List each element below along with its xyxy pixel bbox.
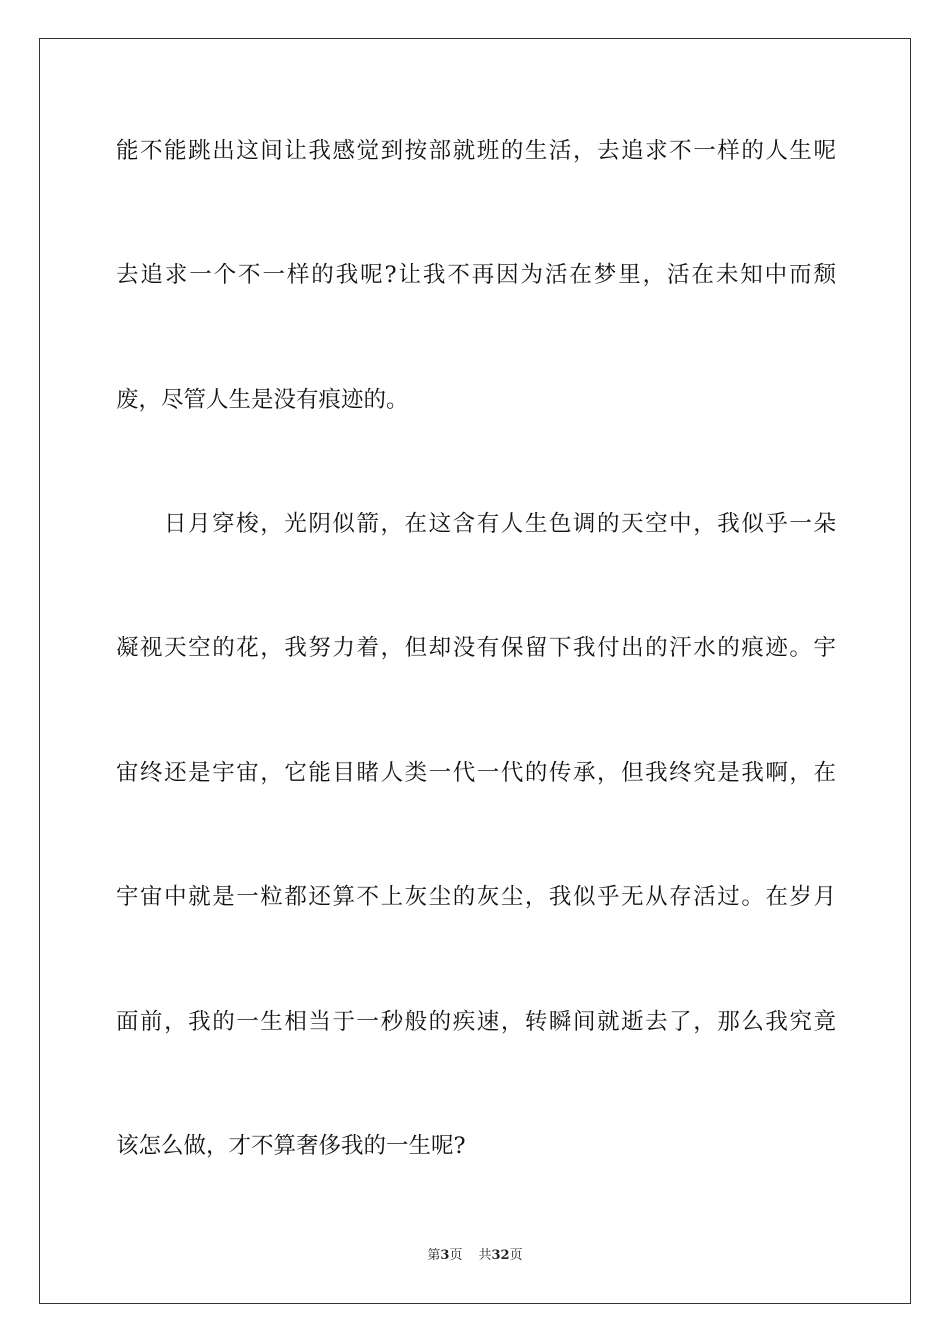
text-line-6: 宙终还是宇宙，它能目睹人类一代一代的传承，但我终究是我啊，在 bbox=[116, 760, 836, 786]
page-prefix: 第 bbox=[427, 1248, 441, 1263]
text-line-8: 面前，我的一生相当于一秒般的疾速，转瞬间就逝去了，那么我究竟 bbox=[116, 1009, 836, 1035]
text-line-4: 日月穿梭，光阴似箭，在这含有人生色调的天空中，我似乎一朵 bbox=[164, 511, 836, 537]
text-line-3: 废，尽管人生是没有痕迹的。 bbox=[116, 387, 409, 413]
page-suffix: 页 bbox=[449, 1248, 463, 1263]
page-footer bbox=[0, 1247, 950, 1265]
text-line-1: 能不能跳出这间让我感觉到按部就班的生活，去追求不一样的人生呢 bbox=[116, 138, 836, 164]
text-line-9: 该怎么做，才不算奢侈我的一生呢? bbox=[116, 1133, 466, 1159]
text-line-7: 宇宙中就是一粒都还算不上灰尘的灰尘，我似乎无从存活过。在岁月 bbox=[116, 884, 836, 910]
total-suffix: 页 bbox=[509, 1248, 523, 1263]
text-line-5: 凝视天空的花，我努力着，但却没有保留下我付出的汗水的痕迹。宇 bbox=[116, 635, 836, 661]
text-line-2: 去追求一个不一样的我呢?让我不再因为活在梦里，活在未知中而颓 bbox=[116, 262, 836, 288]
total-pages: 32 bbox=[491, 1248, 510, 1263]
total-prefix: 共 bbox=[478, 1248, 492, 1263]
page-number: 3 bbox=[440, 1248, 450, 1263]
page-border bbox=[39, 38, 911, 1304]
